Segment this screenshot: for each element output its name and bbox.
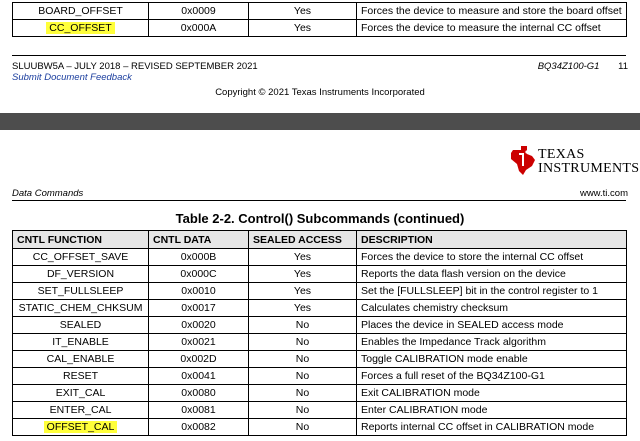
cell-data-text: 0x0081 xyxy=(181,404,216,416)
cell-description xyxy=(357,334,627,351)
cell-function-text: OFFSET_CAL xyxy=(44,421,118,433)
cell-description-text: Enter CALIBRATION mode xyxy=(361,404,488,416)
cell-description xyxy=(357,266,627,283)
cell-sealed-access-text: Yes xyxy=(293,22,312,34)
table-row xyxy=(13,300,627,317)
cell-function-text: RESET xyxy=(62,370,98,382)
header-sealed-access: SEALED ACCESS xyxy=(249,231,357,249)
cell-sealed-access-text: Yes xyxy=(293,302,312,314)
cell-function xyxy=(13,334,149,351)
cell-function xyxy=(13,283,149,300)
cell-data xyxy=(149,385,249,402)
cell-description-text: Forces a full reset of the BQ34Z100-G1 xyxy=(361,370,545,382)
table-title: Table 2-2. Control() Subcommands (continued) xyxy=(175,211,465,226)
cell-function-text: CC_OFFSET_SAVE xyxy=(32,251,129,263)
cell-function-text: CC_OFFSET xyxy=(46,22,114,34)
table-row xyxy=(13,249,627,266)
submit-feedback-link[interactable]: Submit Document Feedback xyxy=(12,72,132,83)
table-row xyxy=(13,385,627,402)
footer-right xyxy=(538,61,628,72)
cell-sealed-access xyxy=(249,351,357,368)
cell-function xyxy=(13,20,149,37)
copyright-notice: Copyright © 2021 Texas Instruments Incorporated xyxy=(215,87,425,98)
cell-data xyxy=(149,266,249,283)
cell-sealed-access xyxy=(249,300,357,317)
section-title: Data Commands xyxy=(12,188,84,199)
cell-description-text: Reports internal CC offset in CALIBRATION mode xyxy=(361,421,595,433)
cell-function-text: STATIC_CHEM_CHKSUM xyxy=(18,302,143,314)
cell-function xyxy=(13,402,149,419)
cell-function-text: IT_ENABLE xyxy=(52,336,109,348)
cell-description-text: Calculates chemistry checksum xyxy=(361,302,509,314)
cell-data-text: 0x0020 xyxy=(181,319,216,331)
cell-description-text: Reports the data flash version on the device xyxy=(361,268,566,280)
cell-description-text: Forces the device to store the internal CC offset xyxy=(361,251,584,263)
cell-function xyxy=(13,300,149,317)
table-row xyxy=(13,402,627,419)
logo-line-2: INSTRUMENTS xyxy=(538,161,640,176)
cell-data-text: 0x000B xyxy=(180,251,217,263)
cell-description-text: Enables the Impedance Track algorithm xyxy=(361,336,547,348)
table-row xyxy=(13,317,627,334)
cell-sealed-access-text: Yes xyxy=(293,5,312,17)
table-row xyxy=(13,368,627,385)
table-row xyxy=(13,266,627,283)
cell-function-text: SET_FULLSLEEP xyxy=(37,285,124,297)
cell-data-text: 0x000A xyxy=(180,22,217,34)
cell-sealed-access xyxy=(249,368,357,385)
cell-function-text: BOARD_OFFSET xyxy=(38,5,123,17)
cell-sealed-access xyxy=(249,20,357,37)
cell-function xyxy=(13,266,149,283)
cell-description xyxy=(357,283,627,300)
page-number: 11 xyxy=(618,61,628,72)
cell-sealed-access-text: Yes xyxy=(293,251,312,263)
cell-data-text: 0x0009 xyxy=(181,5,216,17)
table-row xyxy=(13,283,627,300)
page-break xyxy=(0,113,640,130)
cell-data-text: 0x000C xyxy=(180,268,217,280)
previous-page-table xyxy=(12,2,627,37)
header-divider xyxy=(12,200,626,201)
cell-function xyxy=(13,385,149,402)
cell-data xyxy=(149,249,249,266)
part-number: BQ34Z100-G1 xyxy=(537,61,600,72)
cell-data xyxy=(149,402,249,419)
cell-function-text: ENTER_CAL xyxy=(49,404,112,416)
document-id: SLUUBW5A – JULY 2018 – REVISED SEPTEMBER 2021 xyxy=(12,61,258,72)
cell-sealed-access-text: No xyxy=(295,421,310,433)
cell-function xyxy=(13,351,149,368)
cell-description xyxy=(357,368,627,385)
cell-sealed-access-text: Yes xyxy=(293,285,312,297)
control-subcommands-table xyxy=(12,230,627,436)
logo-wordmark xyxy=(538,148,639,176)
cell-description-text: Places the device in SEALED access mode xyxy=(361,319,564,331)
cell-data-text: 0x0010 xyxy=(181,285,216,297)
cell-data-text: 0x0080 xyxy=(181,387,216,399)
cell-data-text: 0x0017 xyxy=(181,302,216,314)
cell-sealed-access xyxy=(249,266,357,283)
cell-data xyxy=(149,317,249,334)
table-row xyxy=(13,419,627,436)
cell-description xyxy=(357,402,627,419)
cell-description xyxy=(357,249,627,266)
cell-data xyxy=(149,334,249,351)
cell-data-text: 0x0021 xyxy=(181,336,216,348)
table-row xyxy=(13,3,627,20)
cell-sealed-access xyxy=(249,317,357,334)
table-row xyxy=(13,20,627,37)
header-cntl-data: CNTL DATA xyxy=(149,231,249,249)
cell-description xyxy=(357,300,627,317)
header-description: DESCRIPTION xyxy=(357,231,627,249)
cell-data xyxy=(149,351,249,368)
previous-page-table-body xyxy=(13,3,627,37)
cell-description-text: Forces the device to measure and store the board offset xyxy=(361,5,622,17)
control-subcommands-table-body xyxy=(13,249,627,436)
cell-function xyxy=(13,3,149,20)
cell-description-text: Forces the device to measure the internal CC offset xyxy=(361,22,601,34)
cell-sealed-access xyxy=(249,419,357,436)
cell-data xyxy=(149,300,249,317)
table-row xyxy=(13,334,627,351)
cell-description xyxy=(357,20,627,37)
cell-description xyxy=(357,3,627,20)
cell-function xyxy=(13,368,149,385)
cell-data-text: 0x002D xyxy=(180,353,217,365)
cell-function-text: CAL_ENABLE xyxy=(46,353,115,365)
cell-description xyxy=(357,351,627,368)
cell-description-text: Set the [FULLSLEEP] bit in the control register to 1 xyxy=(361,285,598,297)
cell-sealed-access xyxy=(249,402,357,419)
footer-divider xyxy=(12,55,626,56)
cell-function xyxy=(13,419,149,436)
cell-function-text: SEALED xyxy=(59,319,102,331)
cell-function xyxy=(13,317,149,334)
cell-sealed-access xyxy=(249,334,357,351)
cell-sealed-access-text: No xyxy=(295,336,310,348)
cell-data xyxy=(149,283,249,300)
cell-sealed-access xyxy=(249,283,357,300)
cell-sealed-access-text: No xyxy=(295,353,310,365)
cell-sealed-access-text: No xyxy=(295,319,310,331)
cell-sealed-access-text: No xyxy=(295,370,310,382)
cell-sealed-access xyxy=(249,385,357,402)
cell-sealed-access xyxy=(249,3,357,20)
cell-function-text: EXIT_CAL xyxy=(55,387,106,399)
cell-data xyxy=(149,3,249,20)
cell-data xyxy=(149,419,249,436)
header-cntl-function: CNTL FUNCTION xyxy=(13,231,149,249)
cell-description xyxy=(357,419,627,436)
cell-data-text: 0x0041 xyxy=(181,370,216,382)
cell-data xyxy=(149,368,249,385)
cell-function xyxy=(13,249,149,266)
cell-sealed-access-text: No xyxy=(295,404,310,416)
cell-description-text: Exit CALIBRATION mode xyxy=(361,387,480,399)
table-row xyxy=(13,351,627,368)
cell-data xyxy=(149,20,249,37)
table-header-row xyxy=(13,231,627,249)
cell-data-text: 0x0082 xyxy=(181,421,216,433)
cell-sealed-access-text: No xyxy=(295,387,310,399)
site-url: www.ti.com xyxy=(579,188,628,199)
cell-function-text: DF_VERSION xyxy=(46,268,115,280)
logo-line-1: TEXAS xyxy=(538,147,585,162)
cell-description xyxy=(357,385,627,402)
cell-sealed-access xyxy=(249,249,357,266)
cell-description xyxy=(357,317,627,334)
cell-description-text: Toggle CALIBRATION mode enable xyxy=(361,353,528,365)
cell-sealed-access-text: Yes xyxy=(293,268,312,280)
